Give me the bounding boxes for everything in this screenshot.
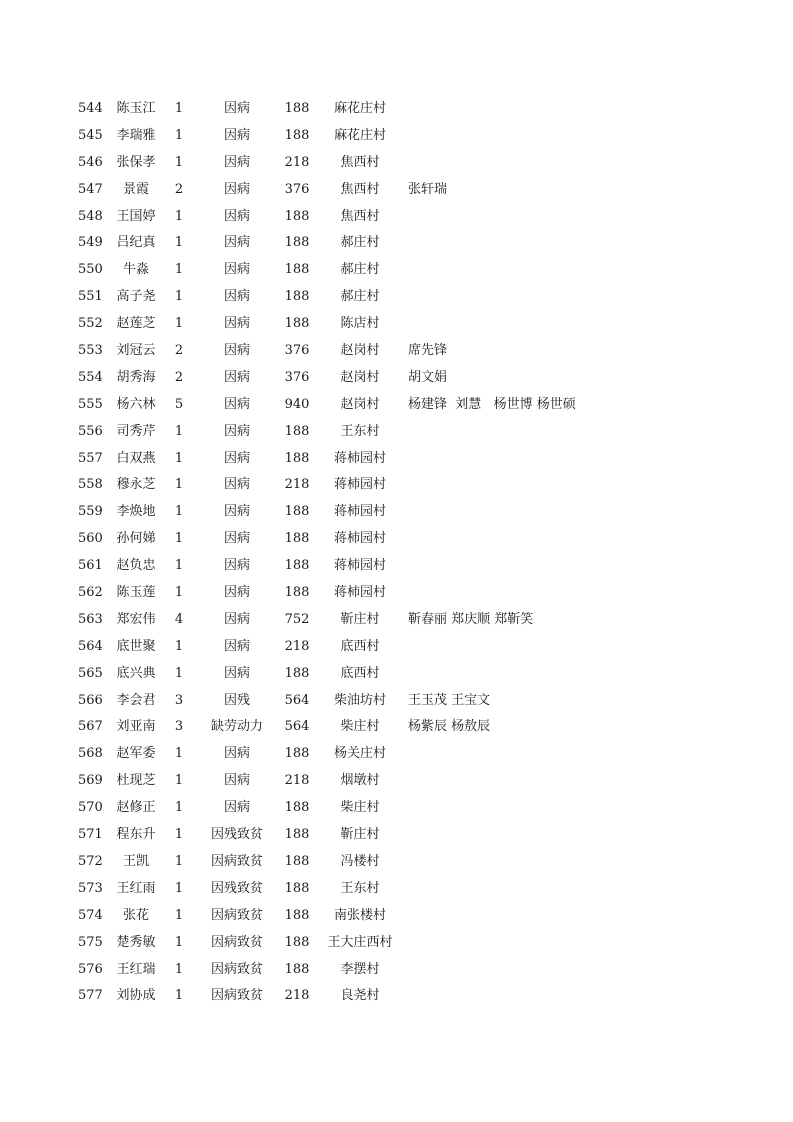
village-name: 蒋柿园村 (333, 504, 386, 520)
household-size: 1 (174, 316, 184, 332)
row-number: 554 (78, 369, 103, 385)
table-row (0, 688, 793, 715)
household-head-name: 司秀芹 (116, 423, 156, 439)
poverty-reason: 因病 (223, 396, 250, 412)
village-name: 南张楼村 (333, 907, 386, 923)
table-row (0, 822, 793, 849)
poverty-reason: 因病 (223, 181, 250, 197)
village-name: 焦西村 (340, 208, 380, 224)
table-row (0, 365, 793, 392)
village-name: 蒋柿园村 (333, 450, 386, 466)
subsidy-amount: 218 (284, 773, 310, 789)
row-number: 548 (78, 208, 103, 224)
household-members: 靳春丽 郑庆顺 郑靳笑 (408, 611, 534, 627)
village-name: 麻花庄村 (333, 127, 386, 143)
subsidy-amount: 218 (284, 638, 310, 654)
household-head-name: 牛淼 (122, 262, 149, 278)
row-number: 561 (78, 558, 103, 574)
table-row (0, 204, 793, 231)
household-head-name: 张保孝 (116, 154, 156, 170)
village-name: 蒋柿园村 (333, 531, 386, 547)
household-members: 张轩瑞 (408, 181, 448, 197)
poverty-reason: 因病 (223, 423, 250, 439)
row-number: 545 (78, 127, 103, 143)
household-head-name: 吕纪真 (116, 235, 156, 251)
village-name: 陈店村 (340, 316, 380, 332)
poverty-reason: 因病 (223, 262, 250, 278)
poverty-reason: 因病致贫 (210, 907, 263, 923)
table-row (0, 284, 793, 311)
table-row (0, 96, 793, 123)
subsidy-amount: 188 (284, 101, 310, 116)
household-head-name: 底世聚 (116, 638, 156, 654)
row-number: 557 (78, 450, 103, 466)
subsidy-amount: 564 (284, 692, 310, 708)
poverty-reason: 因病 (223, 316, 250, 332)
subsidy-amount: 188 (284, 665, 310, 681)
household-head-name: 程东升 (116, 827, 156, 843)
household-size: 1 (174, 638, 184, 654)
household-size: 3 (174, 692, 184, 708)
poverty-reason: 因残致贫 (210, 827, 263, 843)
household-head-name: 郑宏伟 (116, 611, 156, 627)
poverty-reason: 因病 (223, 154, 250, 170)
poverty-reason: 因病 (223, 343, 250, 359)
subsidy-amount: 218 (284, 154, 310, 170)
table-row (0, 849, 793, 876)
table-row (0, 876, 793, 903)
household-head-name: 张花 (122, 907, 149, 923)
village-name: 王大庄西村 (327, 934, 393, 950)
row-number: 575 (78, 934, 103, 950)
village-name: 焦西村 (340, 154, 380, 170)
row-number: 570 (78, 800, 103, 816)
poverty-reason: 因病致贫 (210, 988, 263, 1004)
assistance-table (0, 96, 793, 1010)
household-size: 1 (174, 127, 184, 143)
household-head-name: 杨六林 (116, 396, 156, 412)
row-number: 565 (78, 665, 103, 681)
poverty-reason: 因病 (223, 746, 250, 762)
village-name: 底西村 (340, 665, 380, 681)
household-size: 1 (174, 477, 184, 493)
subsidy-amount: 188 (284, 208, 310, 224)
village-name: 冯楼村 (340, 853, 380, 869)
row-number: 577 (78, 988, 103, 1004)
row-number: 544 (78, 101, 103, 116)
table-row (0, 230, 793, 257)
table-row (0, 957, 793, 984)
subsidy-amount: 188 (284, 827, 310, 843)
household-size: 1 (174, 746, 184, 762)
village-name: 焦西村 (340, 181, 380, 197)
poverty-reason: 因病 (223, 558, 250, 574)
household-size: 1 (174, 800, 184, 816)
village-name: 良尧村 (340, 988, 380, 1004)
row-number: 572 (78, 853, 103, 869)
village-name: 王东村 (340, 880, 380, 896)
village-name: 蒋柿园村 (333, 585, 386, 601)
table-row (0, 526, 793, 553)
poverty-reason: 因病 (223, 611, 250, 627)
household-head-name: 赵莲芝 (116, 316, 156, 332)
poverty-reason: 因病 (223, 450, 250, 466)
household-members: 杨建锋 刘慧 杨世博 杨世硕 (408, 396, 576, 412)
household-head-name: 陈玉江 (116, 101, 156, 116)
row-number: 568 (78, 746, 103, 762)
household-members: 胡文娟 (408, 369, 448, 385)
household-size: 2 (174, 343, 184, 359)
row-number: 563 (78, 611, 103, 627)
village-name: 郝庄村 (340, 289, 380, 305)
poverty-reason: 因病致贫 (210, 961, 263, 977)
household-head-name: 陈玉莲 (116, 585, 156, 601)
subsidy-amount: 188 (284, 934, 310, 950)
household-head-name: 王红瑞 (116, 961, 156, 977)
subsidy-amount: 940 (284, 396, 310, 412)
poverty-reason: 因病 (223, 369, 250, 385)
row-number: 571 (78, 827, 103, 843)
village-name: 靳庄村 (340, 827, 380, 843)
household-members: 杨紫辰 杨敖辰 (408, 719, 491, 735)
table-row (0, 607, 793, 634)
table-row (0, 150, 793, 177)
household-size: 1 (174, 880, 184, 896)
poverty-reason: 因病 (223, 289, 250, 305)
household-head-name: 刘冠云 (116, 343, 156, 359)
subsidy-amount: 188 (284, 907, 310, 923)
poverty-reason: 因病 (223, 127, 250, 143)
subsidy-amount: 218 (284, 988, 310, 1004)
table-row (0, 257, 793, 284)
row-number: 576 (78, 961, 103, 977)
subsidy-amount: 188 (284, 262, 310, 278)
subsidy-amount: 188 (284, 853, 310, 869)
poverty-reason: 因残致贫 (210, 880, 263, 896)
row-number: 546 (78, 154, 103, 170)
subsidy-amount: 188 (284, 800, 310, 816)
household-head-name: 李焕地 (116, 504, 156, 520)
household-size: 1 (174, 531, 184, 547)
household-size: 1 (174, 289, 184, 305)
household-head-name: 白双燕 (116, 450, 156, 466)
subsidy-amount: 188 (284, 585, 310, 601)
household-size: 1 (174, 423, 184, 439)
household-head-name: 王红雨 (116, 880, 156, 896)
household-head-name: 赵负忠 (116, 558, 156, 574)
row-number: 552 (78, 316, 103, 332)
subsidy-amount: 188 (284, 127, 310, 143)
row-number: 550 (78, 262, 103, 278)
household-head-name: 景霞 (122, 181, 149, 197)
household-size: 2 (174, 369, 184, 385)
poverty-reason: 因病 (223, 504, 250, 520)
household-head-name: 孙何娣 (116, 531, 156, 547)
village-name: 靳庄村 (340, 611, 380, 627)
household-size: 1 (174, 450, 184, 466)
household-size: 2 (174, 181, 184, 197)
table-row (0, 553, 793, 580)
table-row (0, 768, 793, 795)
household-head-name: 胡秀海 (116, 369, 156, 385)
household-size: 1 (174, 585, 184, 601)
row-number: 558 (78, 477, 103, 493)
household-size: 1 (174, 907, 184, 923)
household-size: 1 (174, 827, 184, 843)
subsidy-amount: 188 (284, 316, 310, 332)
subsidy-amount: 376 (284, 369, 310, 385)
subsidy-amount: 188 (284, 961, 310, 977)
subsidy-amount: 188 (284, 423, 310, 439)
table-row (0, 499, 793, 526)
household-size: 1 (174, 773, 184, 789)
household-head-name: 底兴典 (116, 665, 156, 681)
household-size: 1 (174, 101, 184, 116)
household-head-name: 王国婷 (116, 208, 156, 224)
household-size: 4 (174, 611, 184, 627)
table-row (0, 123, 793, 150)
subsidy-amount: 564 (284, 719, 310, 735)
row-number: 574 (78, 907, 103, 923)
poverty-reason: 因病 (223, 585, 250, 601)
row-number: 555 (78, 396, 103, 412)
household-head-name: 穆永芝 (116, 477, 156, 493)
row-number: 553 (78, 343, 103, 359)
row-number: 562 (78, 585, 103, 601)
poverty-reason: 因病 (223, 800, 250, 816)
household-size: 1 (174, 504, 184, 520)
subsidy-amount: 218 (284, 477, 310, 493)
poverty-reason: 因病 (223, 665, 250, 681)
household-head-name: 李瑞雅 (116, 127, 156, 143)
subsidy-amount: 188 (284, 746, 310, 762)
table-row (0, 472, 793, 499)
village-name: 郝庄村 (340, 262, 380, 278)
village-name: 柴庄村 (340, 719, 380, 735)
poverty-reason: 因病致贫 (210, 934, 263, 950)
household-size: 5 (174, 396, 184, 412)
village-name: 柴庄村 (340, 800, 380, 816)
household-members: 王玉茂 王宝文 (408, 692, 491, 708)
subsidy-amount: 188 (284, 450, 310, 466)
household-head-name: 高子尧 (116, 289, 156, 305)
household-size: 1 (174, 961, 184, 977)
row-number: 556 (78, 423, 103, 439)
village-name: 李摆村 (340, 961, 380, 977)
village-name: 王东村 (340, 423, 380, 439)
village-name: 麻花庄村 (333, 101, 386, 116)
household-size: 1 (174, 665, 184, 681)
subsidy-amount: 188 (284, 558, 310, 574)
table-row (0, 903, 793, 930)
household-size: 1 (174, 235, 184, 251)
table-row (0, 338, 793, 365)
poverty-reason: 因病 (223, 773, 250, 789)
household-head-name: 楚秀敏 (116, 934, 156, 950)
village-name: 烟墩村 (340, 773, 380, 789)
table-row (0, 795, 793, 822)
table-row (0, 634, 793, 661)
village-name: 蒋柿园村 (333, 477, 386, 493)
table-row (0, 930, 793, 957)
household-head-name: 赵军委 (116, 746, 156, 762)
table-row (0, 661, 793, 688)
poverty-reason: 因病 (223, 638, 250, 654)
village-name: 蒋柿园村 (333, 558, 386, 574)
subsidy-amount: 188 (284, 880, 310, 896)
household-head-name: 刘协成 (116, 988, 156, 1004)
poverty-reason: 因病 (223, 208, 250, 224)
household-head-name: 王凯 (122, 853, 149, 869)
household-head-name: 刘亚南 (116, 719, 156, 735)
household-size: 1 (174, 208, 184, 224)
poverty-reason: 因病 (223, 235, 250, 251)
village-name: 底西村 (340, 638, 380, 654)
household-size: 3 (174, 719, 184, 735)
subsidy-amount: 376 (284, 181, 310, 197)
row-number: 560 (78, 531, 103, 547)
household-size: 1 (174, 853, 184, 869)
subsidy-amount: 188 (284, 531, 310, 547)
village-name: 赵岗村 (340, 343, 380, 359)
table-row (0, 580, 793, 607)
row-number: 564 (78, 638, 103, 654)
subsidy-amount: 752 (284, 611, 310, 627)
table-row (0, 392, 793, 419)
row-number: 567 (78, 719, 103, 735)
village-name: 杨关庄村 (333, 746, 386, 762)
household-size: 1 (174, 558, 184, 574)
subsidy-amount: 188 (284, 504, 310, 520)
village-name: 赵岗村 (340, 369, 380, 385)
table-row (0, 446, 793, 473)
row-number: 547 (78, 181, 103, 197)
row-number: 566 (78, 692, 103, 708)
row-number: 559 (78, 504, 103, 520)
poverty-reason: 因病 (223, 477, 250, 493)
household-head-name: 李会君 (116, 692, 156, 708)
poverty-reason: 缺劳动力 (210, 719, 263, 735)
table-row (0, 983, 793, 1010)
subsidy-amount: 188 (284, 235, 310, 251)
household-size: 1 (174, 262, 184, 278)
village-name: 赵岗村 (340, 396, 380, 412)
village-name: 郝庄村 (340, 235, 380, 251)
table-row (0, 714, 793, 741)
household-size: 1 (174, 934, 184, 950)
household-head-name: 赵修正 (116, 800, 156, 816)
table-row (0, 741, 793, 768)
table-row (0, 311, 793, 338)
table-row (0, 177, 793, 204)
household-members: 席先锋 (408, 343, 448, 359)
row-number: 549 (78, 235, 103, 251)
row-number: 569 (78, 773, 103, 789)
table-row (0, 419, 793, 446)
poverty-reason: 因病 (223, 531, 250, 547)
subsidy-amount: 376 (284, 343, 310, 359)
row-number: 551 (78, 289, 103, 305)
subsidy-amount: 188 (284, 289, 310, 305)
village-name: 柴油坊村 (333, 692, 386, 708)
poverty-reason: 因残 (223, 692, 250, 708)
household-size: 1 (174, 154, 184, 170)
poverty-reason: 因病致贫 (210, 853, 263, 869)
poverty-reason: 因病 (223, 101, 250, 116)
household-head-name: 杜现芝 (116, 773, 156, 789)
household-size: 1 (174, 988, 184, 1004)
row-number: 573 (78, 880, 103, 896)
